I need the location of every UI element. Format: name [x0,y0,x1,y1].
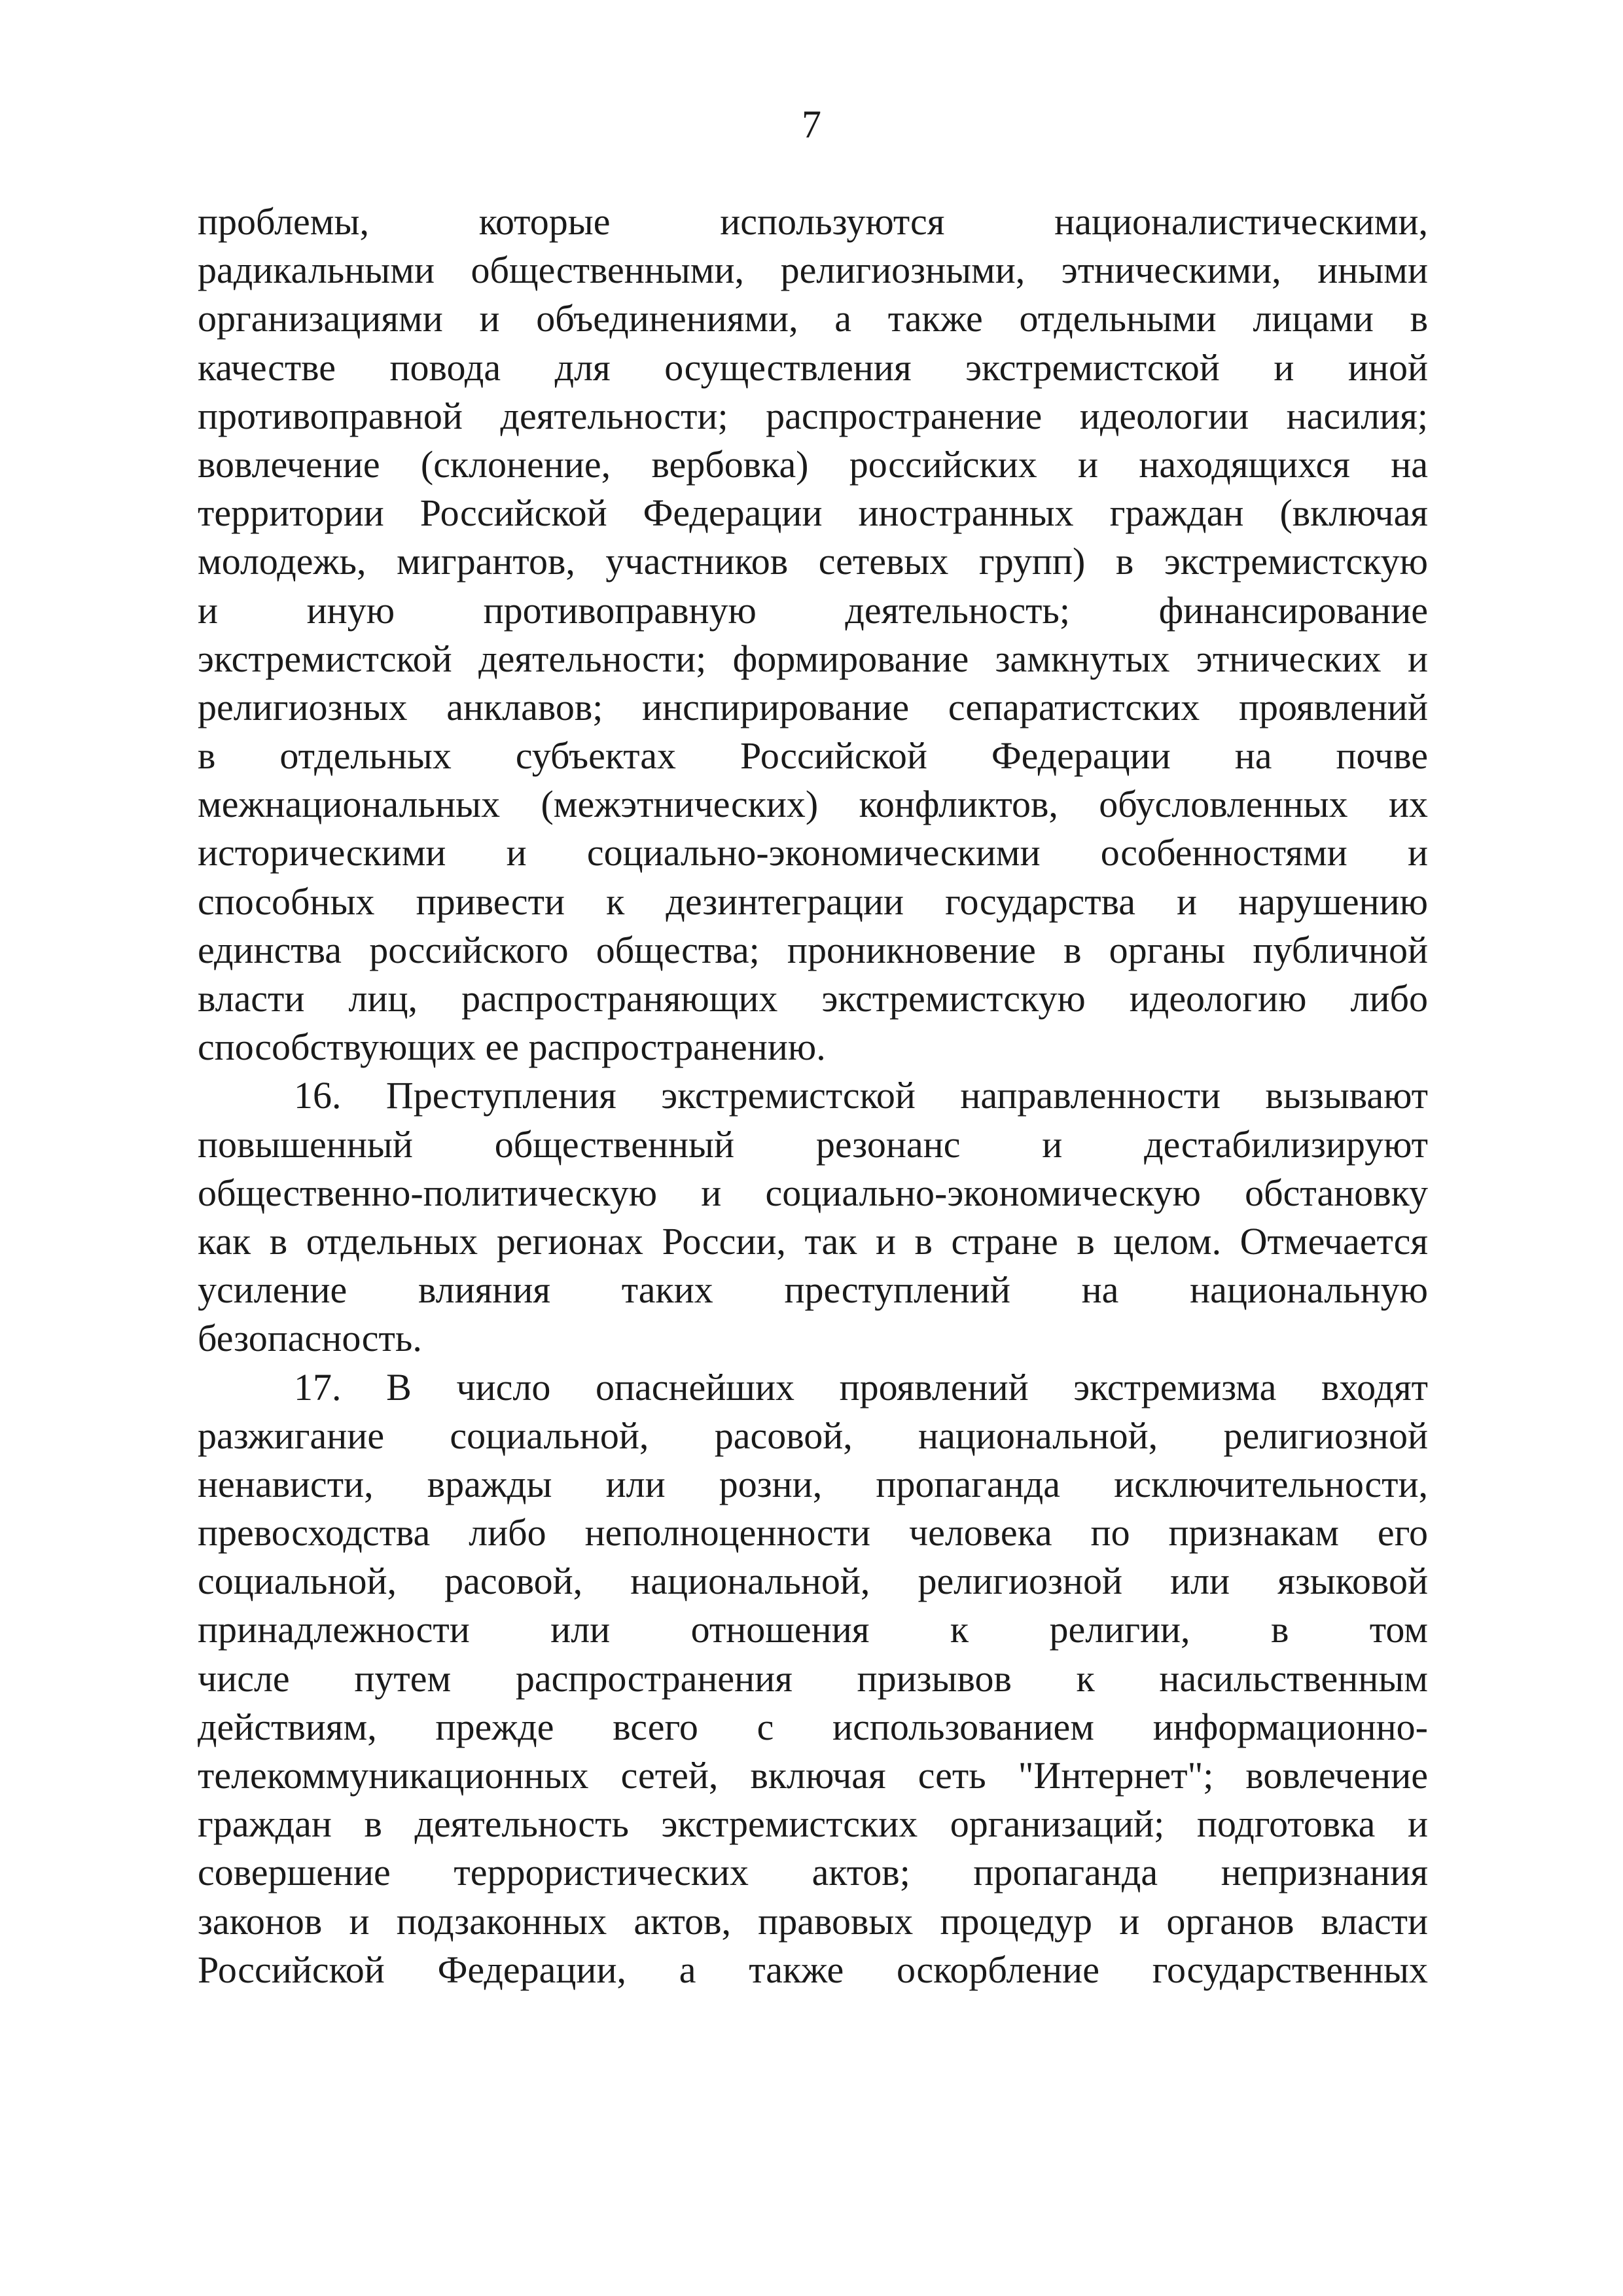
text-line: в отдельных субъектах Российской Федерации на почве [198,734,1428,778]
text-line: общественно-политическую и социально-экономическую обстановку [198,1171,1428,1214]
text-line: 16. Преступления экстремистской направленности вызывают [294,1074,1428,1117]
text-line: повышенный общественный резонанс и дестабилизируют [198,1122,1428,1166]
text-line: безопасность. [198,1317,422,1360]
text-line: числе путем распространения призывов к насильственным [198,1657,1428,1700]
text-line: историческими и социально-экономическими особенностями и [198,831,1428,874]
text-line: вовлечение (склонение, вербовка) российских и находящихся на [198,442,1428,486]
text-line: религиозных анклавов; инспирирование сепаратистских проявлений [198,685,1428,728]
text-line: экстремистской деятельности; формирование замкнутых этнических и [198,637,1428,680]
text-line: и иную противоправную деятельность; финансирование [198,588,1428,632]
text-line: качестве повода для осуществления экстремистской и иной [198,346,1428,389]
text-line: межнациональных (межэтнических) конфликтов, обусловленных их [198,783,1428,826]
text-line: проблемы, которые используются националистическими, [198,200,1428,243]
text-line: граждан в деятельность экстремистских организаций; подготовка и [198,1803,1428,1846]
document-body [198,198,1428,1994]
text-line: как в отдельных регионах России, так и в стране в целом. Отмечается [198,1219,1428,1263]
text-line: законов и подзаконных актов, правовых процедур и органов власти [198,1899,1428,1943]
text-line: ненависти, вражды или розни, пропаганда исключительности, [198,1462,1428,1505]
text-line: разжигание социальной, расовой, национальной, религиозной [198,1414,1428,1457]
text-line: способствующих ее распространению. [198,1026,826,1069]
text-line: совершение террористических актов; пропаганда непризнания [198,1851,1428,1894]
text-line: усиление влияния таких преступлений на национальную [198,1268,1428,1312]
text-line: принадлежности или отношения к религии, в том [198,1608,1428,1651]
page-number: 7 [802,103,821,146]
text-line: радикальными общественными, религиозными, этническими, иными [198,249,1428,292]
text-line: способных привести к дезинтеграции государства и нарушению [198,880,1428,923]
text-line: власти лиц, распространяющих экстремистскую идеологию либо [198,977,1428,1020]
text-line: молодежь, мигрантов, участников сетевых групп) в экстремистскую [198,540,1428,583]
text-line: телекоммуникационных сетей, включая сеть "Интернет"; вовлечение [198,1754,1428,1797]
text-line: организациями и объединениями, а также отдельными лицами в [198,297,1428,340]
text-line: 17. В число опаснейших проявлений экстремизма входят [294,1365,1428,1408]
text-line: превосходства либо неполноценности человека по признакам его [198,1511,1428,1554]
text-line: противоправной деятельности; распространение идеологии насилия; [198,394,1428,437]
text-line: действиям, прежде всего с использованием информационно- [198,1705,1428,1748]
text-line: Российской Федерации, а также оскорбление государственных [198,1948,1428,1991]
text-line: единства российского общества; проникновение в органы публичной [198,928,1428,971]
text-line: территории Российской Федерации иностранных граждан (включая [198,492,1428,535]
text-line: социальной, расовой, национальной, религиозной или языковой [198,1560,1428,1603]
